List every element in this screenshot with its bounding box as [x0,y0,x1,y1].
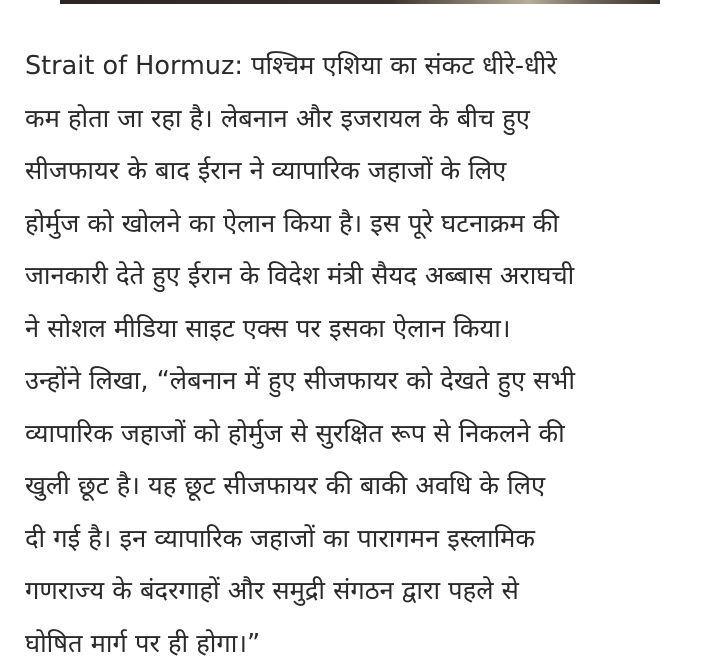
paragraph-line: कम होता जा रहा है। लेबनान और इजरायल के बीच हुए [25,93,705,146]
paragraph-line: गणराज्य के बंदरगाहों और समुद्री संगठन द्वारा पहले से [25,565,705,618]
article-paragraph [25,40,705,670]
paragraph-line: व्यापारिक जहाजों को होर्मुज से सुरक्षित रूप से निकलने की [25,408,705,461]
paragraph-line: ने सोशल मीडिया साइट एक्स पर इसका ऐलान किया। [25,303,705,356]
paragraph-line: Strait of Hormuz: पश्चिम एशिया का संकट धीरे-धीरे [25,40,705,93]
paragraph-line: उन्होंने लिखा, “लेबनान में हुए सीजफायर को देखते हुए सभी [25,355,705,408]
article-image-bottom-edge [60,0,660,4]
paragraph-line: होर्मुज को खोलने का ऐलान किया है। इस पूरे घटनाक्रम की [25,198,705,251]
paragraph-line: घोषित मार्ग पर ही होगा।” [25,618,705,670]
paragraph-line: जानकारी देते हुए ईरान के विदेश मंत्री सैयद अब्बास अराघची [25,250,705,303]
paragraph-line: दी गई है। इन व्यापारिक जहाजों का पारागमन इस्लामिक [25,513,705,566]
paragraph-line: खुली छूट है। यह छूट सीजफायर की बाकी अवधि के लिए [25,460,705,513]
paragraph-line: सीजफायर के बाद ईरान ने व्यापारिक जहाजों के लिए [25,145,705,198]
